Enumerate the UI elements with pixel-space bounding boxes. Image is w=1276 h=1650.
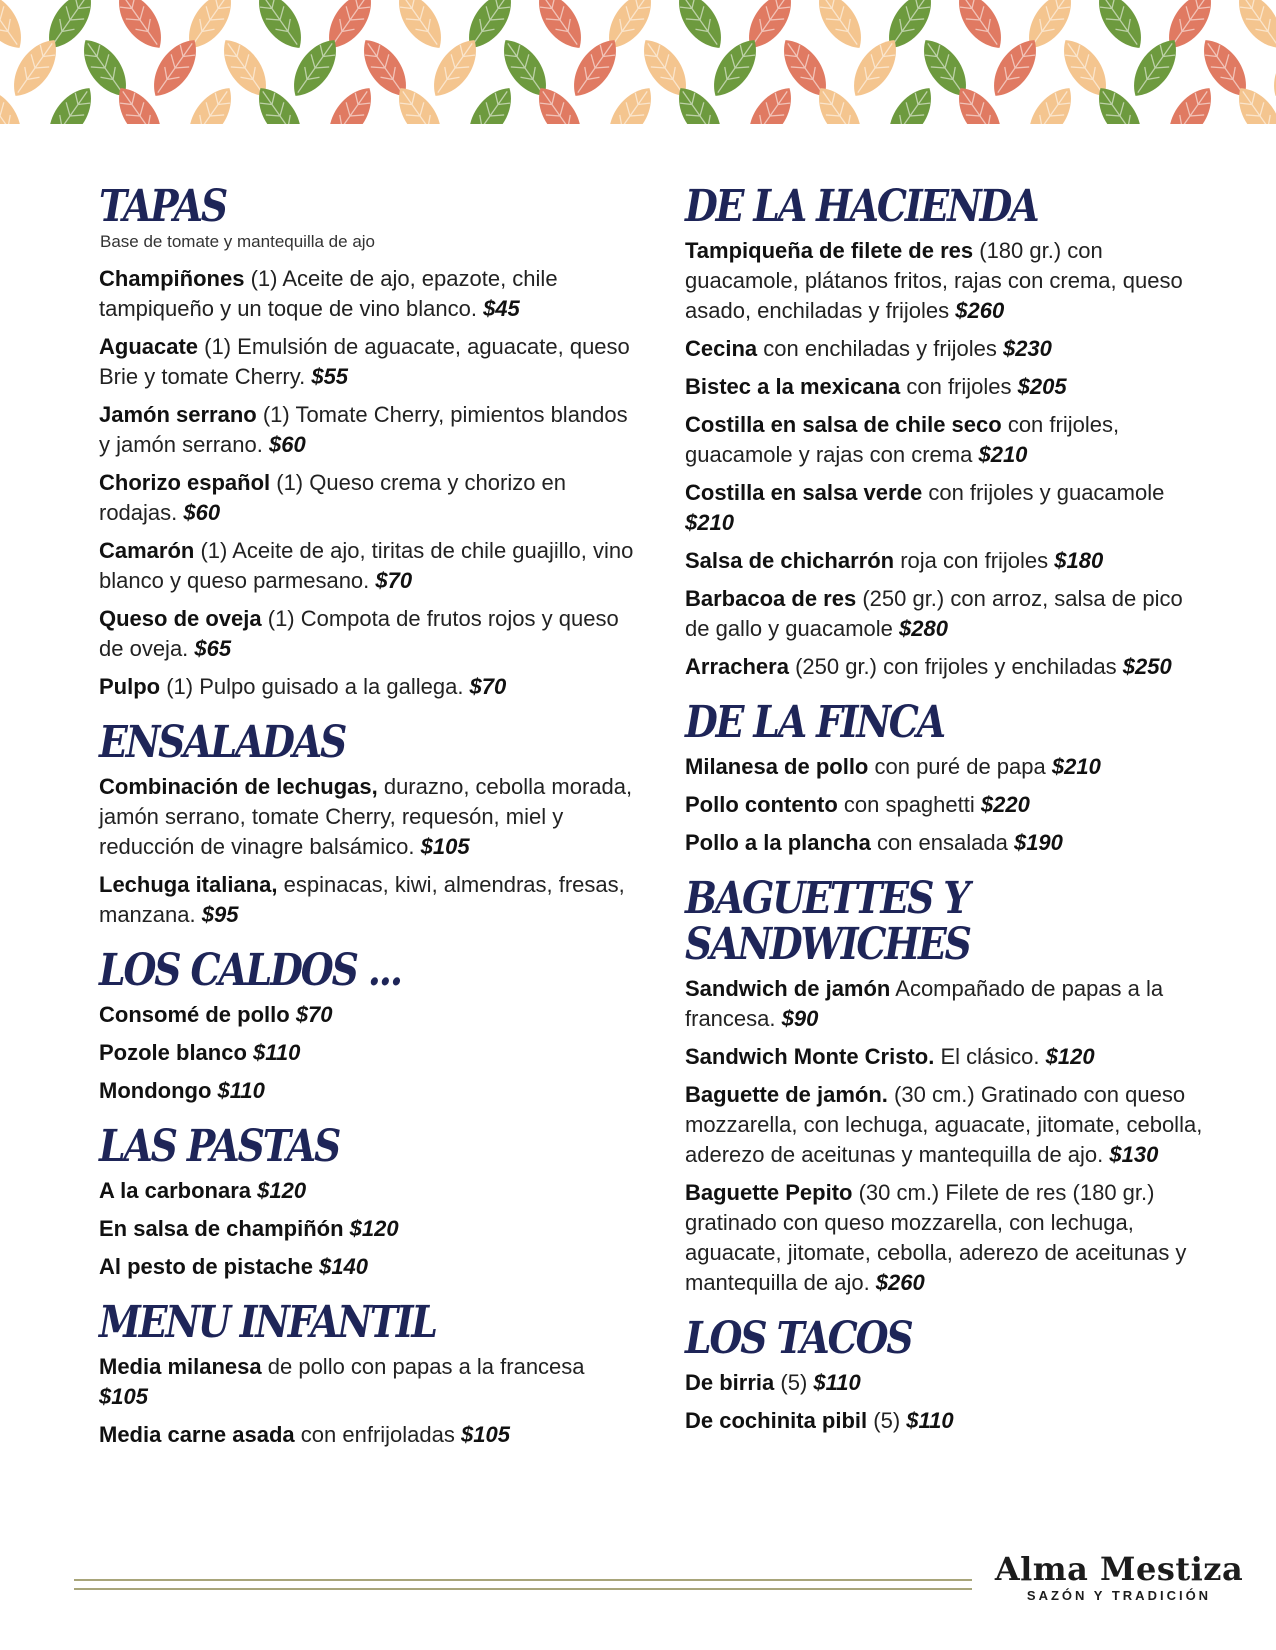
section-title: LAS PASTAS [99, 1121, 340, 1172]
section-title: DE LA FINCA [685, 697, 944, 748]
brand-name: Alma Mestiza [994, 1550, 1244, 1588]
leaf-shape [143, 0, 207, 8]
item-name: Pollo contento [685, 792, 838, 817]
leaf-shape [948, 0, 1012, 56]
menu-item [685, 652, 1210, 682]
item-name: Bistec a la mexicana [685, 374, 901, 399]
item-name: En salsa de champiñón [99, 1216, 344, 1241]
leaf-shape [1123, 0, 1187, 8]
leaf-shape [388, 0, 452, 56]
item-name: Baguette Pepito [685, 1180, 853, 1205]
menu-item [99, 1214, 639, 1244]
menu-item [99, 400, 639, 460]
leaf-shape [1158, 80, 1222, 124]
item-name: Queso de oveja [99, 606, 262, 631]
leaf-shape [738, 80, 802, 124]
item-name: Arrachera [685, 654, 789, 679]
menu-item [685, 752, 1210, 782]
menu-item [99, 332, 639, 392]
menu-item [685, 974, 1210, 1034]
brand-logo [994, 1552, 1244, 1603]
section-title: BAGUETTES Y SANDWICHES [685, 873, 970, 970]
item-price: $70 [469, 674, 507, 699]
menu-section [99, 945, 639, 1106]
leaf-shape [563, 0, 627, 8]
item-name: Media milanesa [99, 1354, 262, 1379]
menu-item [685, 236, 1210, 326]
menu-item [685, 1080, 1210, 1170]
leaf-shape [843, 0, 907, 8]
leaf-shape [0, 0, 32, 56]
item-description: con puré de papa [868, 754, 1052, 779]
item-description: (1) Aceite de ajo, tiritas de chile guajillo, vino blanco y queso parmesano. [99, 538, 634, 593]
item-price: $95 [201, 902, 239, 927]
section-title: MENU INFANTIL [99, 1297, 436, 1348]
menu-section [99, 181, 639, 702]
menu-item [685, 1178, 1210, 1298]
item-price: $55 [311, 364, 349, 389]
item-price: $120 [349, 1216, 399, 1241]
menu-section [99, 1121, 639, 1282]
item-price: $120 [257, 1178, 307, 1203]
item-price: $65 [194, 636, 232, 661]
section-title: LOS CALDOS ... [99, 945, 401, 996]
item-description: (1) Pulpo guisado a la gallega. [160, 674, 470, 699]
item-price: $45 [483, 296, 520, 321]
item-price: $105 [461, 1422, 510, 1447]
item-name: Mondongo [99, 1078, 212, 1103]
leaf-shape [458, 80, 522, 124]
item-name: Costilla en salsa de chile seco [685, 412, 1002, 437]
leaf-pattern-banner [0, 0, 1276, 124]
item-description: (5) [774, 1370, 814, 1395]
menu-section [99, 717, 639, 930]
menu-section [685, 1313, 1210, 1436]
section-title: TAPAS [99, 181, 227, 232]
item-name: Sandwich de jamón [685, 976, 891, 1001]
item-description: con enchiladas y frijoles [757, 336, 1003, 361]
item-name: Chorizo español [99, 470, 271, 495]
item-description: (1) Aceite de ajo, epazote, chile tampiqueño y un toque de vino blanco. [99, 266, 558, 321]
leaf-shape [598, 80, 662, 124]
menu-item [99, 672, 639, 702]
item-description: durazno, cebolla morada, jamón serrano, tomate Cherry, requesón, miel y reducción de vinagre balsámico. [99, 774, 633, 859]
item-price: $60 [268, 432, 306, 457]
item-name: A la carbonara [99, 1178, 252, 1203]
item-description: roja con frijoles [894, 548, 1055, 573]
item-price: $130 [1109, 1142, 1159, 1167]
item-name: Aguacate [99, 334, 199, 359]
item-price: $140 [319, 1254, 369, 1279]
item-name: Pozole blanco [99, 1040, 247, 1065]
menu-section [99, 1297, 639, 1450]
item-description: espinacas, kiwi, almendras, fresas, manzana. [99, 872, 625, 927]
menu-item [685, 546, 1210, 576]
item-price: $220 [980, 792, 1030, 817]
menu-item [99, 468, 639, 528]
item-name: Camarón [99, 538, 195, 563]
menu-item [99, 1252, 639, 1282]
leaf-shape [423, 0, 487, 8]
menu-item [99, 536, 639, 596]
item-price: $210 [978, 442, 1028, 467]
item-price: $110 [813, 1370, 861, 1395]
section-title: ENSALADAS [99, 717, 346, 768]
item-name: Combinación de lechugas, [99, 774, 378, 799]
item-name: De birria [685, 1370, 775, 1395]
leaf-shape [1088, 0, 1152, 56]
brand-tagline: SAZÓN Y TRADICIÓN [1026, 1588, 1212, 1603]
menu-section [685, 873, 1210, 1298]
item-name: De cochinita pibil [685, 1408, 868, 1433]
item-price: $210 [685, 510, 734, 535]
item-name: Cecina [685, 336, 758, 361]
item-description: (1) Tomate Cherry, pimientos blandos y jamón serrano. [99, 402, 628, 457]
item-name: Barbacoa de res [685, 586, 857, 611]
menu-item [685, 1042, 1210, 1072]
item-price: $105 [420, 834, 470, 859]
item-description: (1) Compota de frutos rojos y queso de oveja. [99, 606, 619, 661]
menu-item [99, 1176, 639, 1206]
item-description: con spaghetti [837, 792, 981, 817]
item-description: (180 gr.) con guacamole, plátanos fritos, rajas con crema, queso asado, enchiladas y frijoles [685, 238, 1183, 323]
item-description: con enfrijoladas [294, 1422, 461, 1447]
item-price: $180 [1054, 548, 1104, 573]
item-description: con frijoles y guacamole [922, 480, 1165, 505]
menu-item [99, 1038, 639, 1068]
item-name: Champiñones [99, 266, 245, 291]
item-price: $190 [1013, 830, 1063, 855]
item-description: (1) Emulsión de aguacate, aguacate, queso Brie y tomate Cherry. [99, 334, 630, 389]
menu-item [685, 828, 1210, 858]
menu-item [99, 1000, 639, 1030]
item-price: $260 [955, 298, 1005, 323]
menu-item [685, 1406, 1210, 1436]
item-name: Salsa de chicharrón [685, 548, 895, 573]
item-description: (250 gr.) con frijoles y enchiladas [788, 654, 1123, 679]
leaf-shape [248, 0, 312, 56]
item-description: (30 cm.) Gratinado con queso mozzarella, con lechuga, aguacate, jitomate, cebolla, aderezo de aceitunas y mantequilla de ajo. [685, 1082, 1203, 1167]
item-name: Consomé de pollo [99, 1002, 290, 1027]
menu-item [99, 1076, 639, 1106]
item-description: con ensalada [870, 830, 1014, 855]
item-price: $105 [99, 1384, 148, 1409]
menu-item [99, 870, 639, 930]
leaf-pattern-illustration [0, 0, 1276, 124]
item-price: $110 [217, 1078, 265, 1103]
leaf-shape [808, 0, 872, 56]
item-price: $210 [1051, 754, 1101, 779]
item-description: de pollo con papas a la francesa [261, 1354, 585, 1379]
item-price: $110 [253, 1040, 301, 1065]
leaf-shape [178, 80, 242, 124]
menu-item [99, 604, 639, 664]
menu-item [685, 1368, 1210, 1398]
menu-item [685, 478, 1210, 538]
leaf-shape [983, 0, 1047, 8]
item-description: (1) Queso crema y chorizo en rodajas. [99, 470, 567, 525]
menu-item [685, 790, 1210, 820]
item-price: $70 [295, 1002, 333, 1027]
menu-section [685, 697, 1210, 858]
item-price: $120 [1045, 1044, 1095, 1069]
item-description: (5) [867, 1408, 907, 1433]
leaf-shape [668, 0, 732, 56]
item-name: Pollo a la plancha [685, 830, 871, 855]
item-price: $110 [906, 1408, 954, 1433]
item-name: Sandwich Monte Cristo. [685, 1044, 935, 1069]
menu-item [99, 1352, 639, 1412]
item-name: Baguette de jamón. [685, 1082, 888, 1107]
item-price: $60 [183, 500, 221, 525]
menu-item [99, 264, 639, 324]
item-price: $230 [1002, 336, 1052, 361]
item-description: (250 gr.) con arroz, salsa de pico de gallo y guacamole [685, 586, 1183, 641]
item-description: El clásico. [934, 1044, 1046, 1069]
footer-line-top [74, 1579, 972, 1581]
menu-item [99, 1420, 639, 1450]
leaf-shape [108, 0, 172, 56]
section-subtitle: Base de tomate y mantequilla de ajo [100, 232, 376, 251]
menu-item [685, 372, 1210, 402]
leaf-shape [283, 0, 347, 8]
menu-column-left [99, 181, 639, 1468]
item-price: $260 [875, 1270, 925, 1295]
leaf-shape [1228, 0, 1276, 56]
item-description: con frijoles [900, 374, 1018, 399]
item-name: Milanesa de pollo [685, 754, 869, 779]
item-price: $205 [1017, 374, 1067, 399]
item-name: Jamón serrano [99, 402, 257, 427]
item-description: con frijoles, guacamole y rajas con crema [685, 412, 1120, 467]
leaf-shape [1018, 80, 1082, 124]
menu-column-right [685, 181, 1210, 1454]
leaf-shape [318, 80, 382, 124]
menu-item [685, 410, 1210, 470]
item-name: Media carne asada [99, 1422, 295, 1447]
menu-item [685, 584, 1210, 644]
leaf-shape [878, 80, 942, 124]
item-price: $90 [781, 1006, 819, 1031]
item-name: Pulpo [99, 674, 161, 699]
footer-line-bottom [74, 1588, 972, 1590]
item-price: $70 [375, 568, 413, 593]
item-name: Costilla en salsa verde [685, 480, 923, 505]
item-description: Acompañado de papas a la francesa. [685, 976, 1164, 1031]
leaf-shape [703, 0, 767, 8]
section-title: DE LA HACIENDA [685, 181, 1038, 232]
item-description: (30 cm.) Filete de res (180 gr.) gratinado con queso mozzarella, con lechuga, aguacate, jitomate, cebolla, aderezo de aceitunas y mantequilla de ajo. [685, 1180, 1187, 1295]
item-price: $250 [1122, 654, 1172, 679]
menu-item [99, 772, 639, 862]
item-name: Al pesto de pistache [99, 1254, 313, 1279]
leaf-shape [3, 0, 67, 8]
leaf-shape [38, 80, 102, 124]
item-name: Lechuga italiana, [99, 872, 278, 897]
menu-item [685, 334, 1210, 364]
section-title: LOS TACOS [685, 1313, 912, 1364]
item-name: Tampiqueña de filete de res [685, 238, 974, 263]
footer-divider [74, 1579, 972, 1597]
item-price: $280 [899, 616, 948, 641]
leaf-shape [528, 0, 592, 56]
menu-section [685, 181, 1210, 682]
